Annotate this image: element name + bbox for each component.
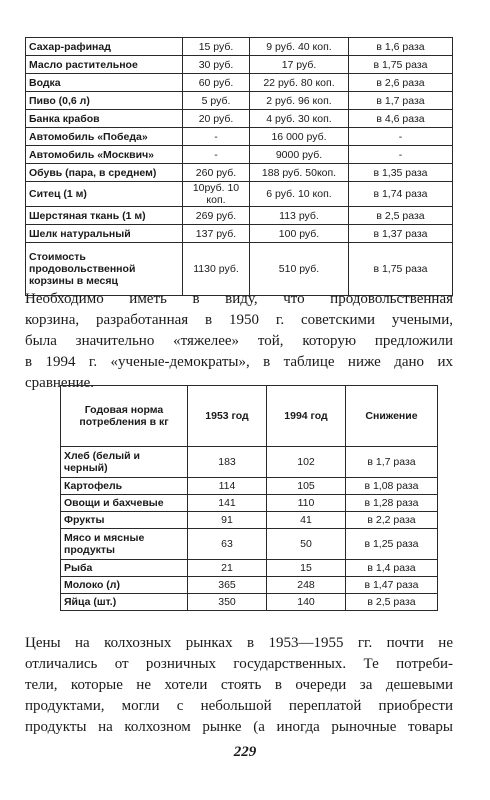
price-ratio: в 1,37 раза xyxy=(349,225,453,243)
table-row xyxy=(61,560,438,577)
price-ratio: - xyxy=(349,128,453,146)
item-name: Ситец (1 м) xyxy=(26,182,183,207)
price-2: 9000 руб. xyxy=(250,146,349,164)
table-row xyxy=(26,56,453,74)
item-name: Водка xyxy=(26,74,183,92)
item-name: Хлеб (белый и черный) xyxy=(61,447,188,478)
reduction: в 1,25 раза xyxy=(346,529,438,560)
column-header: Годовая норма потребления в кг xyxy=(61,386,188,447)
table-row xyxy=(26,207,453,225)
item-name: Шерстяная ткань (1 м) xyxy=(26,207,183,225)
text-line: была значительно «тяжелее» той, которую предложили xyxy=(25,333,453,349)
value-1994: 110 xyxy=(267,495,346,512)
reduction: в 2,5 раза xyxy=(346,594,438,611)
value-1994: 102 xyxy=(267,447,346,478)
table-row xyxy=(26,128,453,146)
price-2: 188 руб. 50коп. xyxy=(250,164,349,182)
text-line: корзина, разработанная в 1950 г. советскими учеными, xyxy=(25,312,453,328)
reduction: в 1,47 раза xyxy=(346,577,438,594)
price-ratio: в 2,6 раза xyxy=(349,74,453,92)
value-1953: 141 xyxy=(188,495,267,512)
table-row xyxy=(61,594,438,611)
price-2: 510 руб. xyxy=(250,243,349,296)
table-row xyxy=(61,512,438,529)
body-paragraph xyxy=(25,633,453,738)
item-name: Автомобиль «Москвич» xyxy=(26,146,183,164)
price-2: 22 руб. 80 коп. xyxy=(250,74,349,92)
text-line: Необходимо иметь в виду, что продовольственная xyxy=(25,291,453,307)
price-ratio: в 1,75 раза xyxy=(349,56,453,74)
item-name: Автомобиль «Победа» xyxy=(26,128,183,146)
reduction: в 1,08 раза xyxy=(346,478,438,495)
price-2: 6 руб. 10 коп. xyxy=(250,182,349,207)
price-ratio: - xyxy=(349,146,453,164)
reduction: в 1,4 раза xyxy=(346,560,438,577)
price-1: 15 руб. xyxy=(183,38,250,56)
price-2: 2 руб. 96 коп. xyxy=(250,92,349,110)
value-1994: 248 xyxy=(267,577,346,594)
table-row xyxy=(26,110,453,128)
price-comparison-table xyxy=(25,37,453,296)
page-number: 229 xyxy=(233,744,257,760)
price-1: 1130 руб. xyxy=(183,243,250,296)
item-name: Картофель xyxy=(61,478,188,495)
table-row xyxy=(26,225,453,243)
price-1: 260 руб. xyxy=(183,164,250,182)
price-ratio: в 1,35 раза xyxy=(349,164,453,182)
item-name: Шелк натуральный xyxy=(26,225,183,243)
price-2: 16 000 руб. xyxy=(250,128,349,146)
table-header-row xyxy=(61,386,438,447)
value-1953: 365 xyxy=(188,577,267,594)
value-1953: 63 xyxy=(188,529,267,560)
price-ratio: в 1,74 раза xyxy=(349,182,453,207)
value-1994: 41 xyxy=(267,512,346,529)
item-name: Обувь (пара, в среднем) xyxy=(26,164,183,182)
table-row xyxy=(61,577,438,594)
item-name: Стоимость продовольственной корзины в месяц xyxy=(26,243,183,296)
price-2: 4 руб. 30 коп. xyxy=(250,110,349,128)
item-name: Яйца (шт.) xyxy=(61,594,188,611)
table-row xyxy=(61,478,438,495)
item-name: Масло растительное xyxy=(26,56,183,74)
table-row xyxy=(26,74,453,92)
value-1994: 140 xyxy=(267,594,346,611)
column-header: 1994 год xyxy=(267,386,346,447)
table-row xyxy=(61,447,438,478)
value-1953: 114 xyxy=(188,478,267,495)
text-line: тели, которые не хотели стоять в очереди за дешевыми xyxy=(25,677,453,693)
price-2: 100 руб. xyxy=(250,225,349,243)
body-paragraph xyxy=(25,289,453,394)
price-1: 137 руб. xyxy=(183,225,250,243)
price-1: 20 руб. xyxy=(183,110,250,128)
table-row xyxy=(61,495,438,512)
table-row xyxy=(26,146,453,164)
text-line: отличались от розничных государственных. Те потреби- xyxy=(25,656,453,672)
item-name: Банка крабов xyxy=(26,110,183,128)
price-1: 60 руб. xyxy=(183,74,250,92)
column-header: Снижение xyxy=(346,386,438,447)
value-1953: 183 xyxy=(188,447,267,478)
item-name: Молоко (л) xyxy=(61,577,188,594)
table-row xyxy=(26,164,453,182)
value-1953: 21 xyxy=(188,560,267,577)
price-ratio: в 1,75 раза xyxy=(349,243,453,296)
reduction: в 1,7 раза xyxy=(346,447,438,478)
value-1994: 105 xyxy=(267,478,346,495)
price-2: 9 руб. 40 коп. xyxy=(250,38,349,56)
text-line: продуктами, могли с небольшой переплатой приобрести xyxy=(25,698,453,714)
value-1994: 15 xyxy=(267,560,346,577)
value-1953: 91 xyxy=(188,512,267,529)
table-row xyxy=(26,92,453,110)
price-ratio: в 2,5 раза xyxy=(349,207,453,225)
reduction: в 1,28 раза xyxy=(346,495,438,512)
price-ratio: в 4,6 раза xyxy=(349,110,453,128)
price-1: 10руб. 10 коп. xyxy=(183,182,250,207)
item-name: Рыба xyxy=(61,560,188,577)
price-1: - xyxy=(183,128,250,146)
price-ratio: в 1,7 раза xyxy=(349,92,453,110)
consumption-norms-table xyxy=(60,385,438,611)
reduction: в 2,2 раза xyxy=(346,512,438,529)
value-1994: 50 xyxy=(267,529,346,560)
text-line: Цены на колхозных рынках в 1953—1955 гг. почти не xyxy=(25,635,453,651)
price-1: - xyxy=(183,146,250,164)
column-header: 1953 год xyxy=(188,386,267,447)
price-1: 30 руб. xyxy=(183,56,250,74)
item-name: Сахар-рафинад xyxy=(26,38,183,56)
price-1: 5 руб. xyxy=(183,92,250,110)
text-line: сравнение. xyxy=(25,375,95,391)
item-name: Овощи и бахчевые xyxy=(61,495,188,512)
price-2: 17 руб. xyxy=(250,56,349,74)
price-2: 113 руб. xyxy=(250,207,349,225)
item-name: Мясо и мясные продукты xyxy=(61,529,188,560)
table-row xyxy=(26,182,453,207)
item-name: Пиво (0,6 л) xyxy=(26,92,183,110)
text-line: продукты на колхозном рынке (а иногда рыночные товары xyxy=(25,719,453,735)
value-1953: 350 xyxy=(188,594,267,611)
table-row xyxy=(61,529,438,560)
table-row xyxy=(26,38,453,56)
price-1: 269 руб. xyxy=(183,207,250,225)
price-ratio: в 1,6 раза xyxy=(349,38,453,56)
text-line: в 1994 г. «ученые-демократы», в таблице ниже дано их xyxy=(25,354,453,370)
item-name: Фрукты xyxy=(61,512,188,529)
table-row xyxy=(26,243,453,296)
